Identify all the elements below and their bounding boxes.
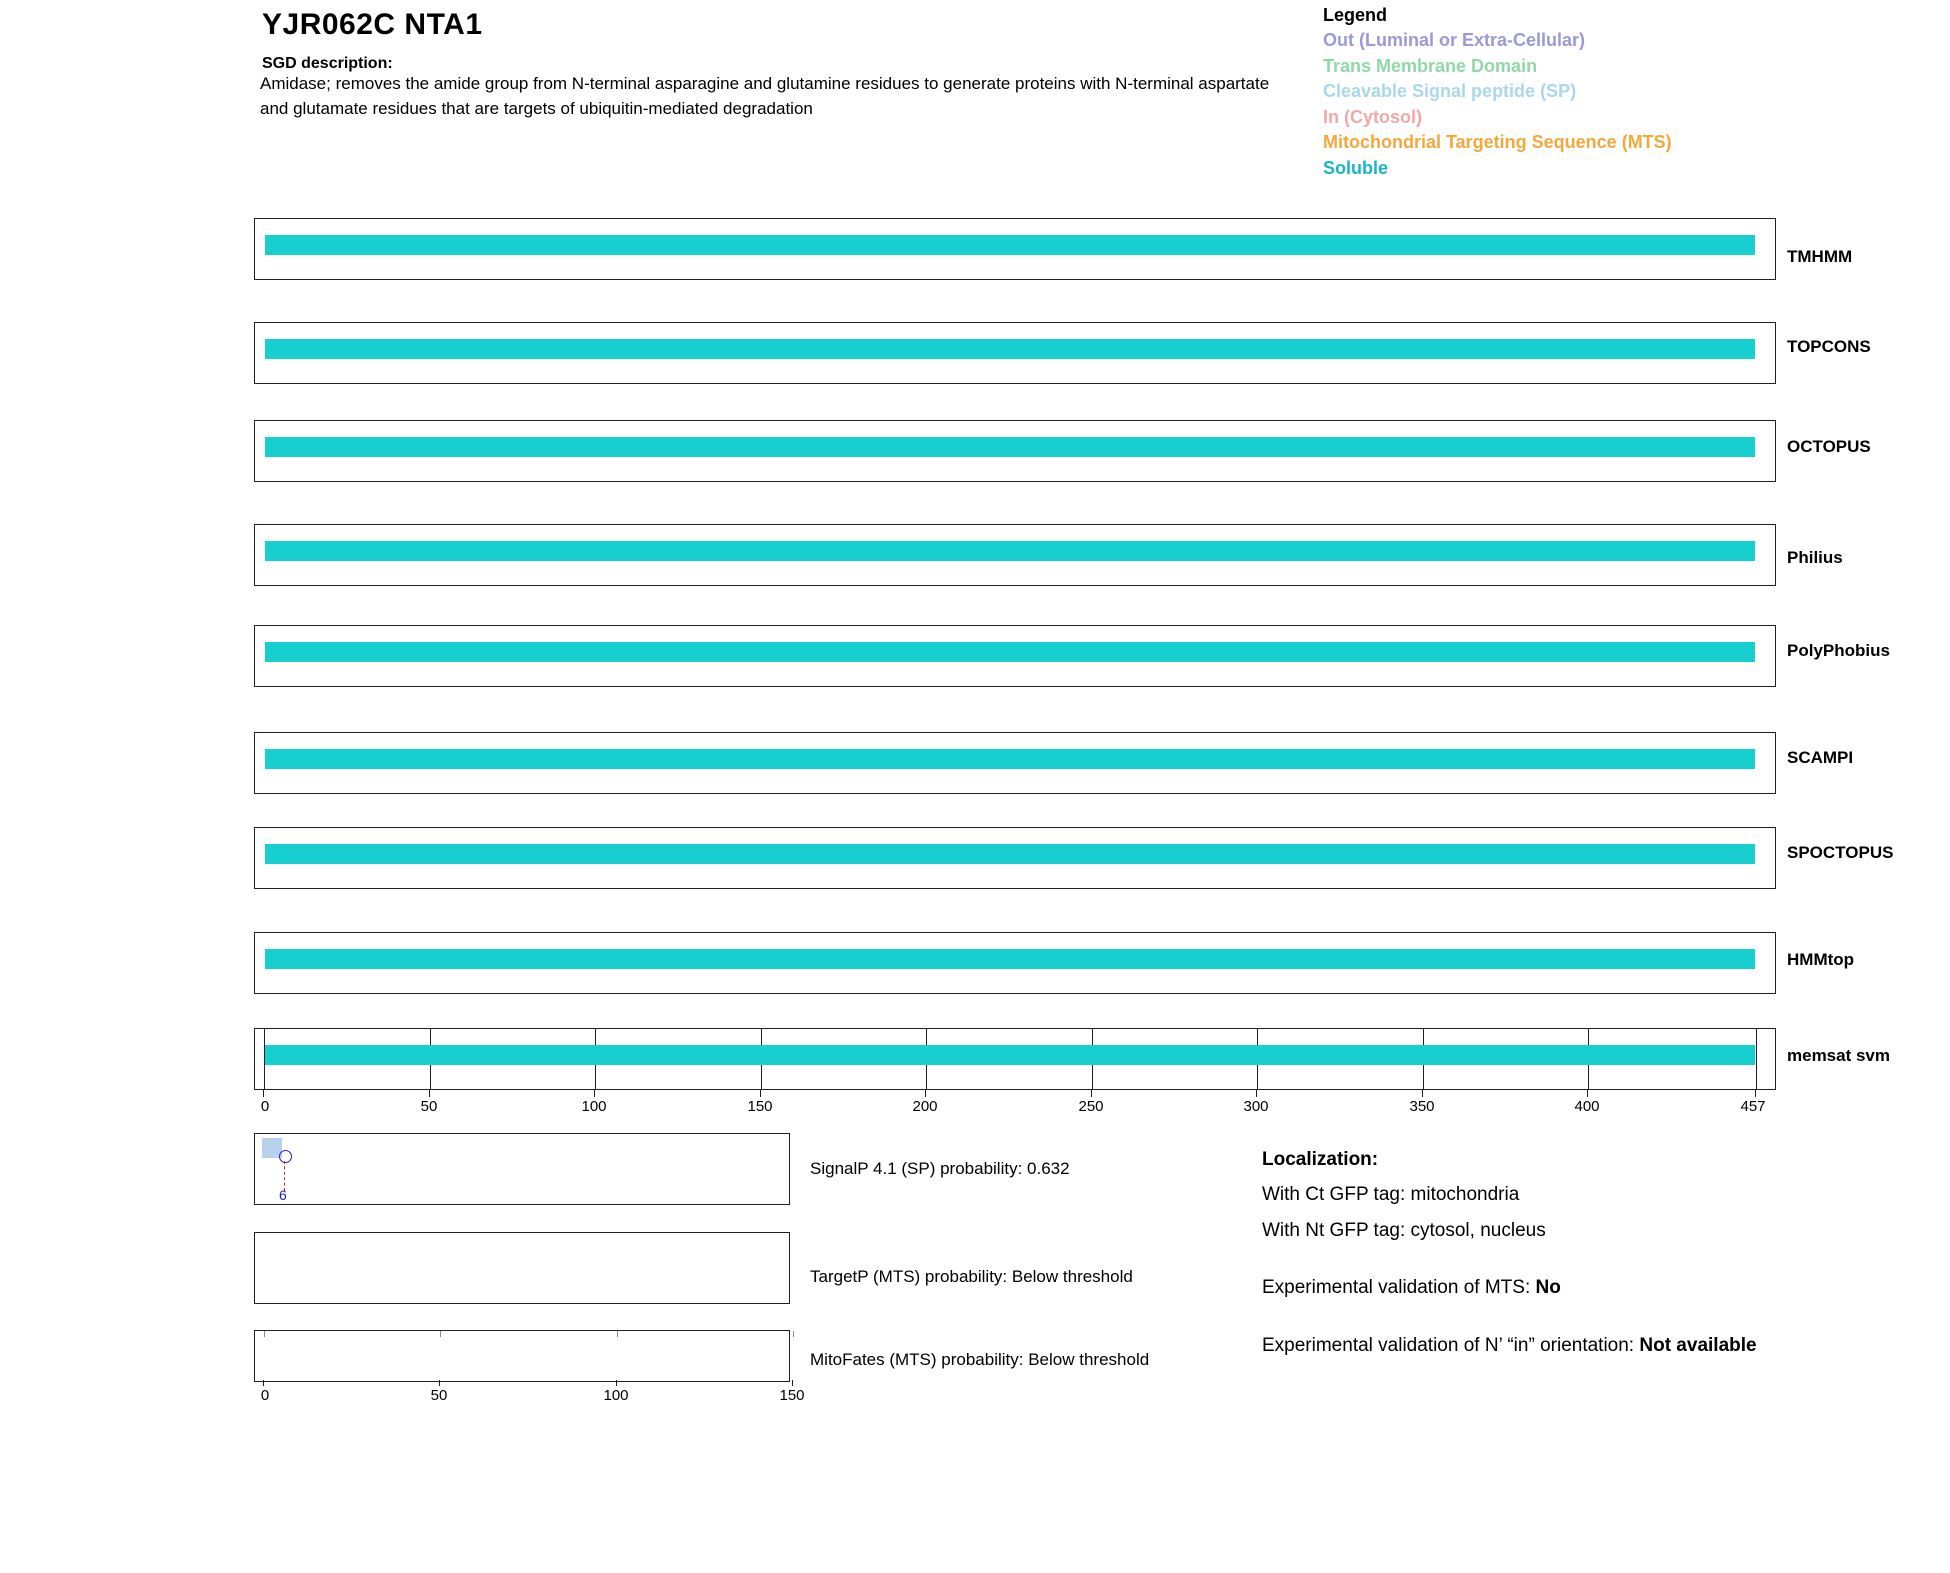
- signalp-panel: [254, 1133, 790, 1205]
- track-bar-soluble: [265, 1045, 1755, 1065]
- mitofates-panel: [254, 1330, 790, 1382]
- track-bar-soluble: [265, 437, 1755, 457]
- small-axis-tick-0: 0: [260, 1387, 270, 1404]
- axis-tick-150: 150: [747, 1098, 773, 1115]
- residue-axis: [254, 1090, 1776, 1124]
- axis-tick-50: 50: [420, 1098, 438, 1115]
- axis-tick-0: 0: [260, 1098, 270, 1115]
- legend-item-out: Out (Luminal or Extra-Cellular): [1323, 30, 1586, 50]
- track-label-topcons: TOPCONS: [1787, 337, 1871, 356]
- track-tmhmm: [254, 218, 1776, 280]
- targetp-caption: TargetP (MTS) probability: Below threshold: [810, 1267, 1133, 1286]
- track-philius: [254, 524, 1776, 586]
- track-topcons: [254, 322, 1776, 384]
- axis-tick-457: 457: [1740, 1098, 1766, 1115]
- page-title: YJR062C NTA1: [262, 8, 483, 41]
- track-bar-soluble: [265, 749, 1755, 769]
- track-label-philius: Philius: [1787, 548, 1843, 567]
- targetp-panel: [254, 1232, 790, 1304]
- track-bar-soluble: [265, 235, 1755, 255]
- axis-tick-400: 400: [1574, 1098, 1600, 1115]
- axis-tick-100: 100: [581, 1098, 607, 1115]
- axis-tick-350: 350: [1409, 1098, 1435, 1115]
- track-bar-soluble: [265, 949, 1755, 969]
- cleavage-site-marker-icon: [279, 1150, 292, 1163]
- mitofates-axis: [254, 1380, 805, 1410]
- legend-title: Legend: [1323, 5, 1388, 25]
- track-label-polyphobius: PolyPhobius: [1787, 641, 1890, 660]
- axis-tick-250: 250: [1078, 1098, 1104, 1115]
- mts-validation-label: Experimental validation of MTS:: [1262, 1277, 1536, 1299]
- track-octopus: [254, 420, 1776, 482]
- track-label-spoctopus: SPOCTOPUS: [1787, 843, 1894, 862]
- track-label-memsat-svm: memsat svm: [1787, 1046, 1891, 1065]
- track-label-hmmtop: HMMtop: [1787, 950, 1855, 969]
- track-bar-soluble: [265, 642, 1755, 662]
- small-axis-tick-150: 150: [779, 1387, 805, 1404]
- legend: [1323, 5, 1883, 181]
- legend-item-sp: Cleavable Signal peptide (SP): [1323, 81, 1577, 102]
- track-label-octopus: OCTOPUS: [1787, 437, 1871, 456]
- track-bar-soluble: [265, 541, 1755, 561]
- track-label-tmhmm: TMHMM: [1787, 247, 1853, 266]
- axis-tick-300: 300: [1243, 1098, 1269, 1115]
- orientation-validation: [1262, 1331, 1902, 1360]
- legend-item-in: In (Cytosol): [1323, 106, 1422, 127]
- legend-item-tmd: Trans Membrane Domain: [1323, 55, 1538, 76]
- track-scampi: [254, 732, 1776, 794]
- track-spoctopus: [254, 827, 1776, 889]
- sgd-description-label: SGD description:: [262, 55, 393, 72]
- orientation-validation-value: Not available: [1639, 1334, 1757, 1356]
- legend-item-soluble: Soluble: [1323, 157, 1389, 178]
- sgd-description-text: Amidase; removes the amide group from N-terminal asparagine and glutamine residues to generate proteins with N-terminal aspartate and glutamate residues that are targets of ubiquitin-mediated degradation: [260, 74, 1270, 118]
- cleavage-site-position-label: 6: [279, 1187, 287, 1203]
- axis-tick-200: 200: [912, 1098, 938, 1115]
- small-axis-tick-50: 50: [430, 1387, 448, 1404]
- track-label-scampi: SCAMPI: [1787, 748, 1854, 767]
- localization-info: [1262, 1145, 1902, 1366]
- legend-item-mts: Mitochondrial Targeting Sequence (MTS): [1323, 132, 1672, 153]
- nt-gfp-localization: With Nt GFP tag: cytosol, nucleus: [1262, 1219, 1546, 1241]
- track-hmmtop: [254, 932, 1776, 994]
- track-bar-soluble: [265, 844, 1755, 864]
- signalp-caption: SignalP 4.1 (SP) probability: 0.632: [810, 1159, 1070, 1178]
- orientation-validation-label: Experimental validation of N’ “in” orientation:: [1262, 1334, 1640, 1356]
- mts-validation: [1262, 1273, 1902, 1302]
- track-memsat-svm: [254, 1028, 1776, 1090]
- mts-validation-value: No: [1535, 1277, 1561, 1299]
- track-bar-soluble: [265, 339, 1755, 359]
- small-axis-tick-100: 100: [603, 1387, 629, 1404]
- track-polyphobius: [254, 625, 1776, 687]
- ct-gfp-localization: With Ct GFP tag: mitochondria: [1262, 1184, 1520, 1206]
- localization-title: Localization:: [1262, 1149, 1379, 1170]
- mitofates-caption: MitoFates (MTS) probability: Below threshold: [810, 1350, 1150, 1369]
